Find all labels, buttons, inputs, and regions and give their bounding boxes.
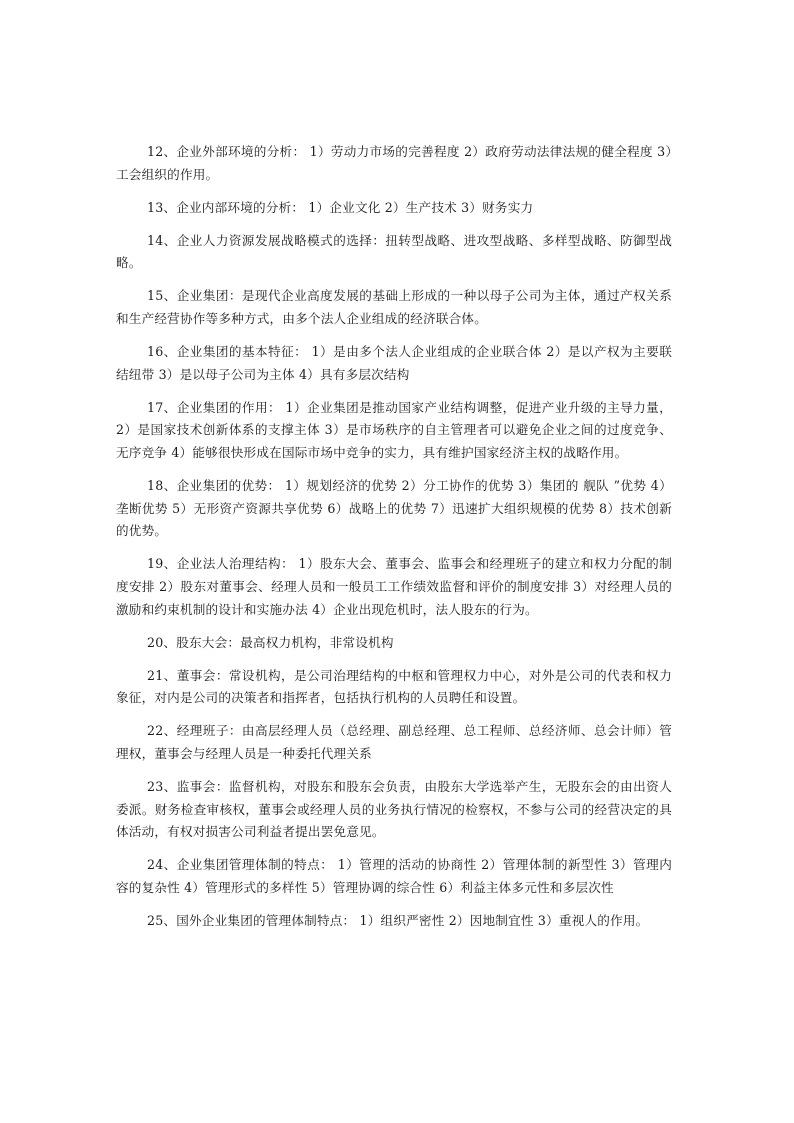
paragraph-13: 13、企业内部环境的分析： 1）企业文化 2）生产技术 3）财务实力 <box>147 199 534 215</box>
paragraph-20: 20、股东大会：最高权力机构，非常设机构 <box>147 634 394 650</box>
paragraph-23: 23、监事会：监督机构，对股东和股东会负责，由股东大学选举产生，无股东会的由出资人委派。财务检查审核权，董事会或经理人员的业务执行情况的检察权，不参与公司的经营决定的具体活动，有权对损害公司利益者提出罢免意见。 <box>116 779 672 840</box>
paragraph-25: 25、国外企业集团的管理体制特点： 1）组织严密性 2）因地制宜性 3）重视人的作用。 <box>147 913 649 929</box>
paragraph-17: 17、企业集团的作用： 1）企业集团是推动国家产业结构调整，促进产业升级的主导力量， 2）是国家技术创新体系的支撑主体 3）是市场秩序的自主管理者可以避免企业之间的过度竞争、无序竞争 4）能够很快形成在国际市场中竞争的实力，具有维护国家经济主权的战略作用。 <box>116 399 672 461</box>
paragraph-12: 12、企业外部环境的分析： 1）劳动力市场的完善程度 2）政府劳动法律法规的健全程度 3）工会组织的作用。 <box>116 144 672 182</box>
paragraph-16: 16、企业集团的基本特征： 1）是由多个法人企业组成的企业联合体 2）是以产权为主要联结纽带 3）是以母子公司为主体 4）具有多层次结构 <box>116 344 672 382</box>
paragraph-18: 18、企业集团的优势： 1）规划经济的优势 2）分工协作的优势 3）集团的 舰队 ”优势 4）垄断优势 5）无形资产资源共享优势 6）战略上的优势 7）迅速扩大组织规模的优势 8）技术创新的优势。 <box>116 478 672 539</box>
paragraph-24: 24、企业集团管理体制的特点： 1）管理的活动的协商性 2）管理体制的新型性 3）管理内容的复杂性 4）管理形式的多样性 5）管理协调的综合性 6）利益主体多元性和多层次性 <box>116 857 672 896</box>
paragraph-22: 22、经理班子：由高层经理人员（总经理、副总经理、总工程师、总经济师、总会计师）管理权，董事会与经理人员是一种委托代理关系 <box>116 723 672 762</box>
document-body <box>116 141 672 943</box>
paragraph-15: 15、企业集团：是现代企业高度发展的基础上形成的一种以母子公司为主体，通过产权关系和生产经营协作等多种方式，由多个法人企业组成的经济联合体。 <box>116 288 672 327</box>
paragraph-19: 19、企业法人治理结构： 1）股东大会、董事会、监事会和经理班子的建立和权力分配的制度安排 2）股东对董事会、经理人员和一般员工工作绩效监督和评价的制度安排 3）对经理人员的激励和约束机制的设计和实施办法 4）企业出现危机时，法人股东的行为。 <box>116 556 672 617</box>
paragraph-21: 21、董事会：常设机构，是公司治理结构的中枢和管理权力中心，对外是公司的代表和权力象征，对内是公司的决策者和指挥者，包括执行机构的人员聘任和设置。 <box>116 667 672 706</box>
paragraph-14: 14、企业人力资源发展战略模式的选择：扭转型战略、进攻型战略、多样型战略、防御型战略。 <box>116 232 672 271</box>
